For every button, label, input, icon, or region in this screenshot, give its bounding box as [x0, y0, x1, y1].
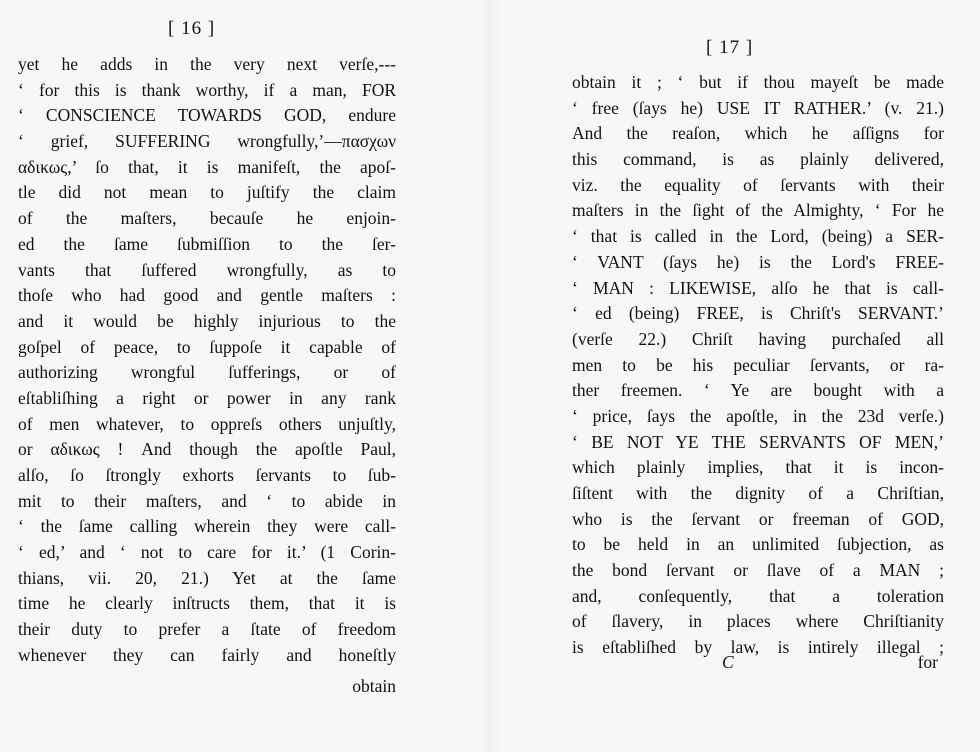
text-line: ed the ſame ſubmiſſion to the ſer-	[18, 233, 396, 254]
left-page-text	[18, 52, 396, 669]
right-page-text	[572, 70, 944, 661]
page-number-right: [ 17 ]	[706, 37, 754, 58]
text-line: thoſe who had good and gentle maſters :	[18, 285, 396, 306]
text-line: ‘ CONSCIENCE TOWARDS GOD, endure	[18, 105, 396, 126]
text-line: ‘ that is called in the Lord, (being) a SER-	[572, 226, 944, 247]
text-line: αδικως,’ ſo that, it is manifeſt, the apoſ-	[18, 156, 396, 177]
text-line: ‘ ed (being) FREE, is Chriſt's SERVANT.’	[572, 303, 944, 324]
text-line: eſtabliſhing a right or power in any rank	[18, 387, 396, 408]
signature-mark: C	[722, 652, 734, 672]
text-line: thians, vii. 20, 21.) Yet at the ſame	[18, 567, 396, 588]
text-line: to be held in an unlimited ſubjection, as	[572, 534, 944, 555]
text-line: ‘ ed,’ and ‘ not to care for it.’ (1 Corin-	[18, 542, 396, 563]
text-line: and, conſequently, that a toleration	[572, 585, 944, 606]
text-line: And the reaſon, which he aſſigns for	[572, 123, 944, 144]
text-line: ther freemen. ‘ Ye are bought with a	[572, 380, 944, 401]
text-line: of ſlavery, in places where Chriſtianity	[572, 611, 944, 632]
text-line: their duty to prefer a ſtate of freedom	[18, 619, 396, 640]
text-line: tle did not mean to juſtify the claim	[18, 182, 396, 203]
text-line: mit to their maſters, and ‘ to abide in	[18, 490, 396, 511]
text-line: alſo, ſo ſtrongly exhorts ſervants to ſub-	[18, 465, 396, 485]
text-line: time he clearly inſtructs them, that it is	[18, 593, 396, 614]
text-line: whenever they can fairly and honeſtly	[18, 644, 396, 665]
text-line: yet he adds in the very next verſe,---	[18, 54, 396, 74]
text-line: vants that ſuffered wrongfully, as to	[18, 259, 396, 280]
text-line: (verſe 22.) Chriſt having purchaſed all	[572, 328, 944, 349]
text-line: ‘ grief, SUFFERING wrongfully,’—πασχων	[18, 131, 396, 152]
right-page	[572, 0, 944, 752]
text-line: ‘ free (ſays he) USE IT RATHER.’ (v. 21.)	[572, 97, 944, 118]
text-line: is eſtabliſhed by law, is intirely illegal ;	[572, 637, 944, 658]
text-line: or αδικως ! And though the apoſtle Paul,	[18, 439, 396, 460]
text-line: the bond ſervant or ſlave of a MAN ;	[572, 560, 944, 581]
text-line: of men whatever, to oppreſs others unjuſtly,	[18, 413, 396, 434]
text-line: this command, is as plainly delivered,	[572, 149, 944, 170]
page-number-left: [ 16 ]	[168, 18, 216, 39]
text-line: authorizing wrongful ſufferings, or of	[18, 362, 396, 383]
text-line: which plainly implies, that it is incon-	[572, 457, 944, 478]
text-line: ‘ VANT (ſays he) is the Lord's FREE-	[572, 251, 944, 272]
text-line: ‘ price, ſays the apoſtle, in the 23d verſe.)	[572, 405, 944, 426]
text-line: ‘ for this is thank worthy, if a man, FOR	[18, 79, 396, 100]
text-line: viz. the equality of ſervants with their	[572, 174, 944, 195]
text-line: who is the ſervant or freeman of GOD,	[572, 508, 944, 529]
catchword-left: obtain	[352, 676, 396, 696]
text-line: obtain it ; ‘ but if thou mayeſt be made	[572, 72, 944, 92]
text-line: ſiſtent with the dignity of a Chriſtian,	[572, 483, 944, 503]
text-line: ‘ MAN : LIKEWISE, alſo he that is call-	[572, 277, 944, 298]
text-line: ‘ BE NOT YE THE SERVANTS OF MEN,’	[572, 431, 944, 452]
text-line: men to be his peculiar ſervants, or ra-	[572, 354, 944, 375]
catchword-right: for	[917, 652, 938, 672]
left-page	[18, 0, 396, 752]
gutter-shadow	[480, 0, 500, 752]
text-line: ‘ the ſame calling wherein they were call-	[18, 516, 396, 537]
text-line: goſpel of peace, to ſuppoſe it capable of	[18, 336, 396, 357]
text-line: maſters in the ſight of the Almighty, ‘ For he	[572, 200, 944, 221]
text-line: of the maſters, becauſe he enjoin-	[18, 208, 396, 229]
text-line: and it would be highly injurious to the	[18, 310, 396, 331]
signature-line	[572, 650, 944, 675]
